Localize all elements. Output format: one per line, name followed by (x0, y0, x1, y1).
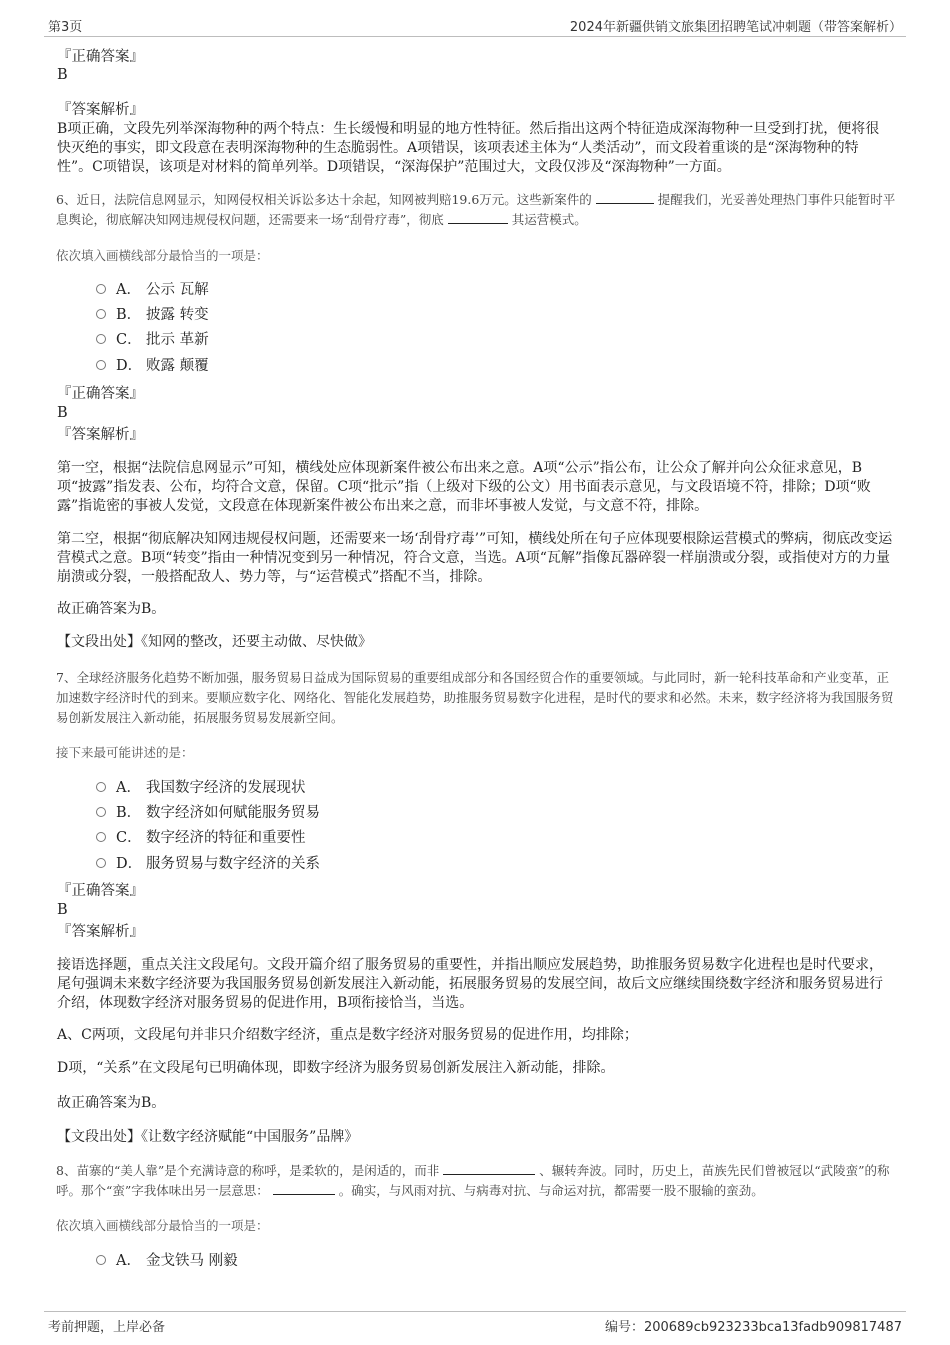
question-6-option-a[interactable]: A． 公示 瓦解 (96, 280, 209, 300)
question-8-prompt: 依次填入画横线部分最恰当的一项是： (56, 1218, 269, 1233)
question-6-option-b[interactable]: B． 披露 转变 (96, 305, 209, 325)
answer-label: 『正确答案』 (57, 883, 144, 899)
question-6-stem: 6、近日，法院信息网显示，知网侵权相关诉讼多达十余起，知网被判赔19.6万元。这些新案件的 提醒我们，光妥善处理热门事件只能暂时平息舆论，彻底解决知网违规侵权问题，还需要来一场“刮骨疗毒”，彻底 其运营模式。 (56, 192, 896, 227)
answer-label: 『正确答案』 (57, 49, 144, 65)
analysis-conclusion: 故正确答案为B。 (57, 1095, 166, 1111)
answer-value: B (57, 405, 68, 421)
question-7-option-b[interactable]: B． 数字经济如何赋能服务贸易 (96, 803, 320, 823)
question-6-option-d[interactable]: D． 败露 颠覆 (96, 356, 209, 376)
analysis-conclusion: 故正确答案为B。 (57, 601, 166, 617)
radio-icon[interactable] (96, 334, 106, 344)
question-8-stem: 8、苗寨的“美人靠”是个充满诗意的称呼，是柔软的，是闲适的，而非 、辗转奔波。同时，历史上，苗族先民们曾被冠以“武陵蛮”的称呼。那个“蛮”字我体味出另一层意思： 。确实，与风雨对抗、与病毒对抗、与命运对抗，都需要一股不服输的蛮劲。 (56, 1163, 890, 1198)
radio-icon[interactable] (96, 284, 106, 294)
document-code: 编号：200689cb923233bca13fadb909817487 (604, 1320, 902, 1335)
analysis-paragraph: A、C两项，文段尾句并非只介绍数字经济，重点是数字经济对服务贸易的促进作用，均排除； (57, 1027, 638, 1043)
question-6-option-c[interactable]: C． 批示 革新 (96, 330, 209, 350)
footer-slogan: 考前押题，上岸必备 (48, 1320, 166, 1335)
analysis-label: 『答案解析』 (57, 427, 144, 443)
analysis-label: 『答案解析』 (57, 924, 144, 940)
radio-icon[interactable] (96, 858, 106, 868)
analysis-paragraph: 第二空，根据“彻底解决知网违规侵权问题，还需要来一场‘刮骨疗毒’”可知，横线处所在句子应体现要根除运营模式的弊病，彻底改变运营模式之意。B项“转变”指由一种情况变到另一种情况，符合文意，当选。A项“瓦解”指像瓦器碎裂一样崩溃或分裂，或指使对方的力量崩溃或分裂，一般搭配敌人、势力等，与“运营模式”搭配不当，排除。 (57, 531, 893, 585)
page-header (44, 14, 906, 37)
analysis-paragraph: 第一空，根据“法院信息网显示”可知，横线处应体现新案件被公布出来之意。A项“公示”指公布，让公众了解并向公众征求意见，B项“披露”指发表、公布，均符合文意，保留。C项“批示”指（上级对下级的公文）用书面表示意见，与文段语境不符，排除；D项“败露”指诡密的事被人发觉，文段意在体现新案件被公布出来之意，而非坏事被人发觉，与文意不符，排除。 (57, 460, 871, 514)
radio-icon[interactable] (96, 807, 106, 817)
question-7-option-a[interactable]: A． 我国数字经济的发展现状 (96, 778, 306, 798)
document-title: 2024年新疆供销文旅集团招聘笔试冲刺题（带答案解析） (569, 20, 902, 35)
analysis-paragraph: 接语选择题，重点关注文段尾句。文段开篇介绍了服务贸易的重要性，并指出顺应发展趋势，助推服务贸易数字化进程也是时代要求，尾句强调未来数字经济要为我国服务贸易创新发展注入新动能，拓展服务贸易的发展空间，故后文应继续围绕数字经济和服务贸易进行介绍，体现数字经济对服务贸易的促进作用，B项衔接恰当，当选。 (57, 957, 883, 1011)
analysis-label: 『答案解析』 (57, 102, 144, 118)
answer-value: B (57, 902, 68, 918)
radio-icon[interactable] (96, 1255, 106, 1265)
answer-value: B (57, 67, 68, 83)
question-7-option-c[interactable]: C． 数字经济的特征和重要性 (96, 828, 306, 848)
question-7-prompt: 接下来最可能讲述的是： (56, 745, 194, 760)
question-7-stem: 7、全球经济服务化趋势不断加强，服务贸易日益成为国际贸易的重要组成部分和各国经贸合作的重要领域。与此同时，新一轮科技革命和产业变革，正加速数字经济时代的到来。要顺应数字化、网络化、智能化发展趋势，助推服务贸易数字化进程，是时代的要求和必然。未来，数字经济将为我国服务贸易创新发展注入新动能，拓展服务贸易发展新空间。 (56, 670, 894, 725)
question-6-prompt: 依次填入画横线部分最恰当的一项是： (56, 248, 269, 263)
radio-icon[interactable] (96, 832, 106, 842)
radio-icon[interactable] (96, 782, 106, 792)
question-7-option-d[interactable]: D． 服务贸易与数字经济的关系 (96, 854, 320, 874)
radio-icon[interactable] (96, 360, 106, 370)
analysis-paragraph: D项，“关系”在文段尾句已明确体现，即数字经济为服务贸易创新发展注入新动能，排除。 (57, 1060, 615, 1076)
answer-label: 『正确答案』 (57, 386, 144, 402)
question-8-option-a[interactable]: A． 金戈铁马 刚毅 (96, 1251, 238, 1271)
page-footer (44, 1311, 906, 1336)
source-citation: 【文段出处】《让数字经济赋能“中国服务”品牌》 (57, 1129, 359, 1145)
analysis-paragraph: B项正确，文段先列举深海物种的两个特点：生长缓慢和明显的地方性特征。然后指出这两个特征造成深海物种一旦受到打扰，便将很快灭绝的事实，即文段意在表明深海物种的生态脆弱性。A项错误，该项表述主体为“人类活动”，而文段着重谈的是“深海物种的特性”。C项错误，该项是对材料的简单列举。D项错误，“深海保护”范围过大，文段仅涉及“深海物种”一方面。 (57, 121, 880, 175)
source-citation: 【文段出处】《知网的整改，还要主动做、尽快做》 (57, 634, 372, 650)
page-number: 第3页 (48, 20, 83, 35)
radio-icon[interactable] (96, 309, 106, 319)
